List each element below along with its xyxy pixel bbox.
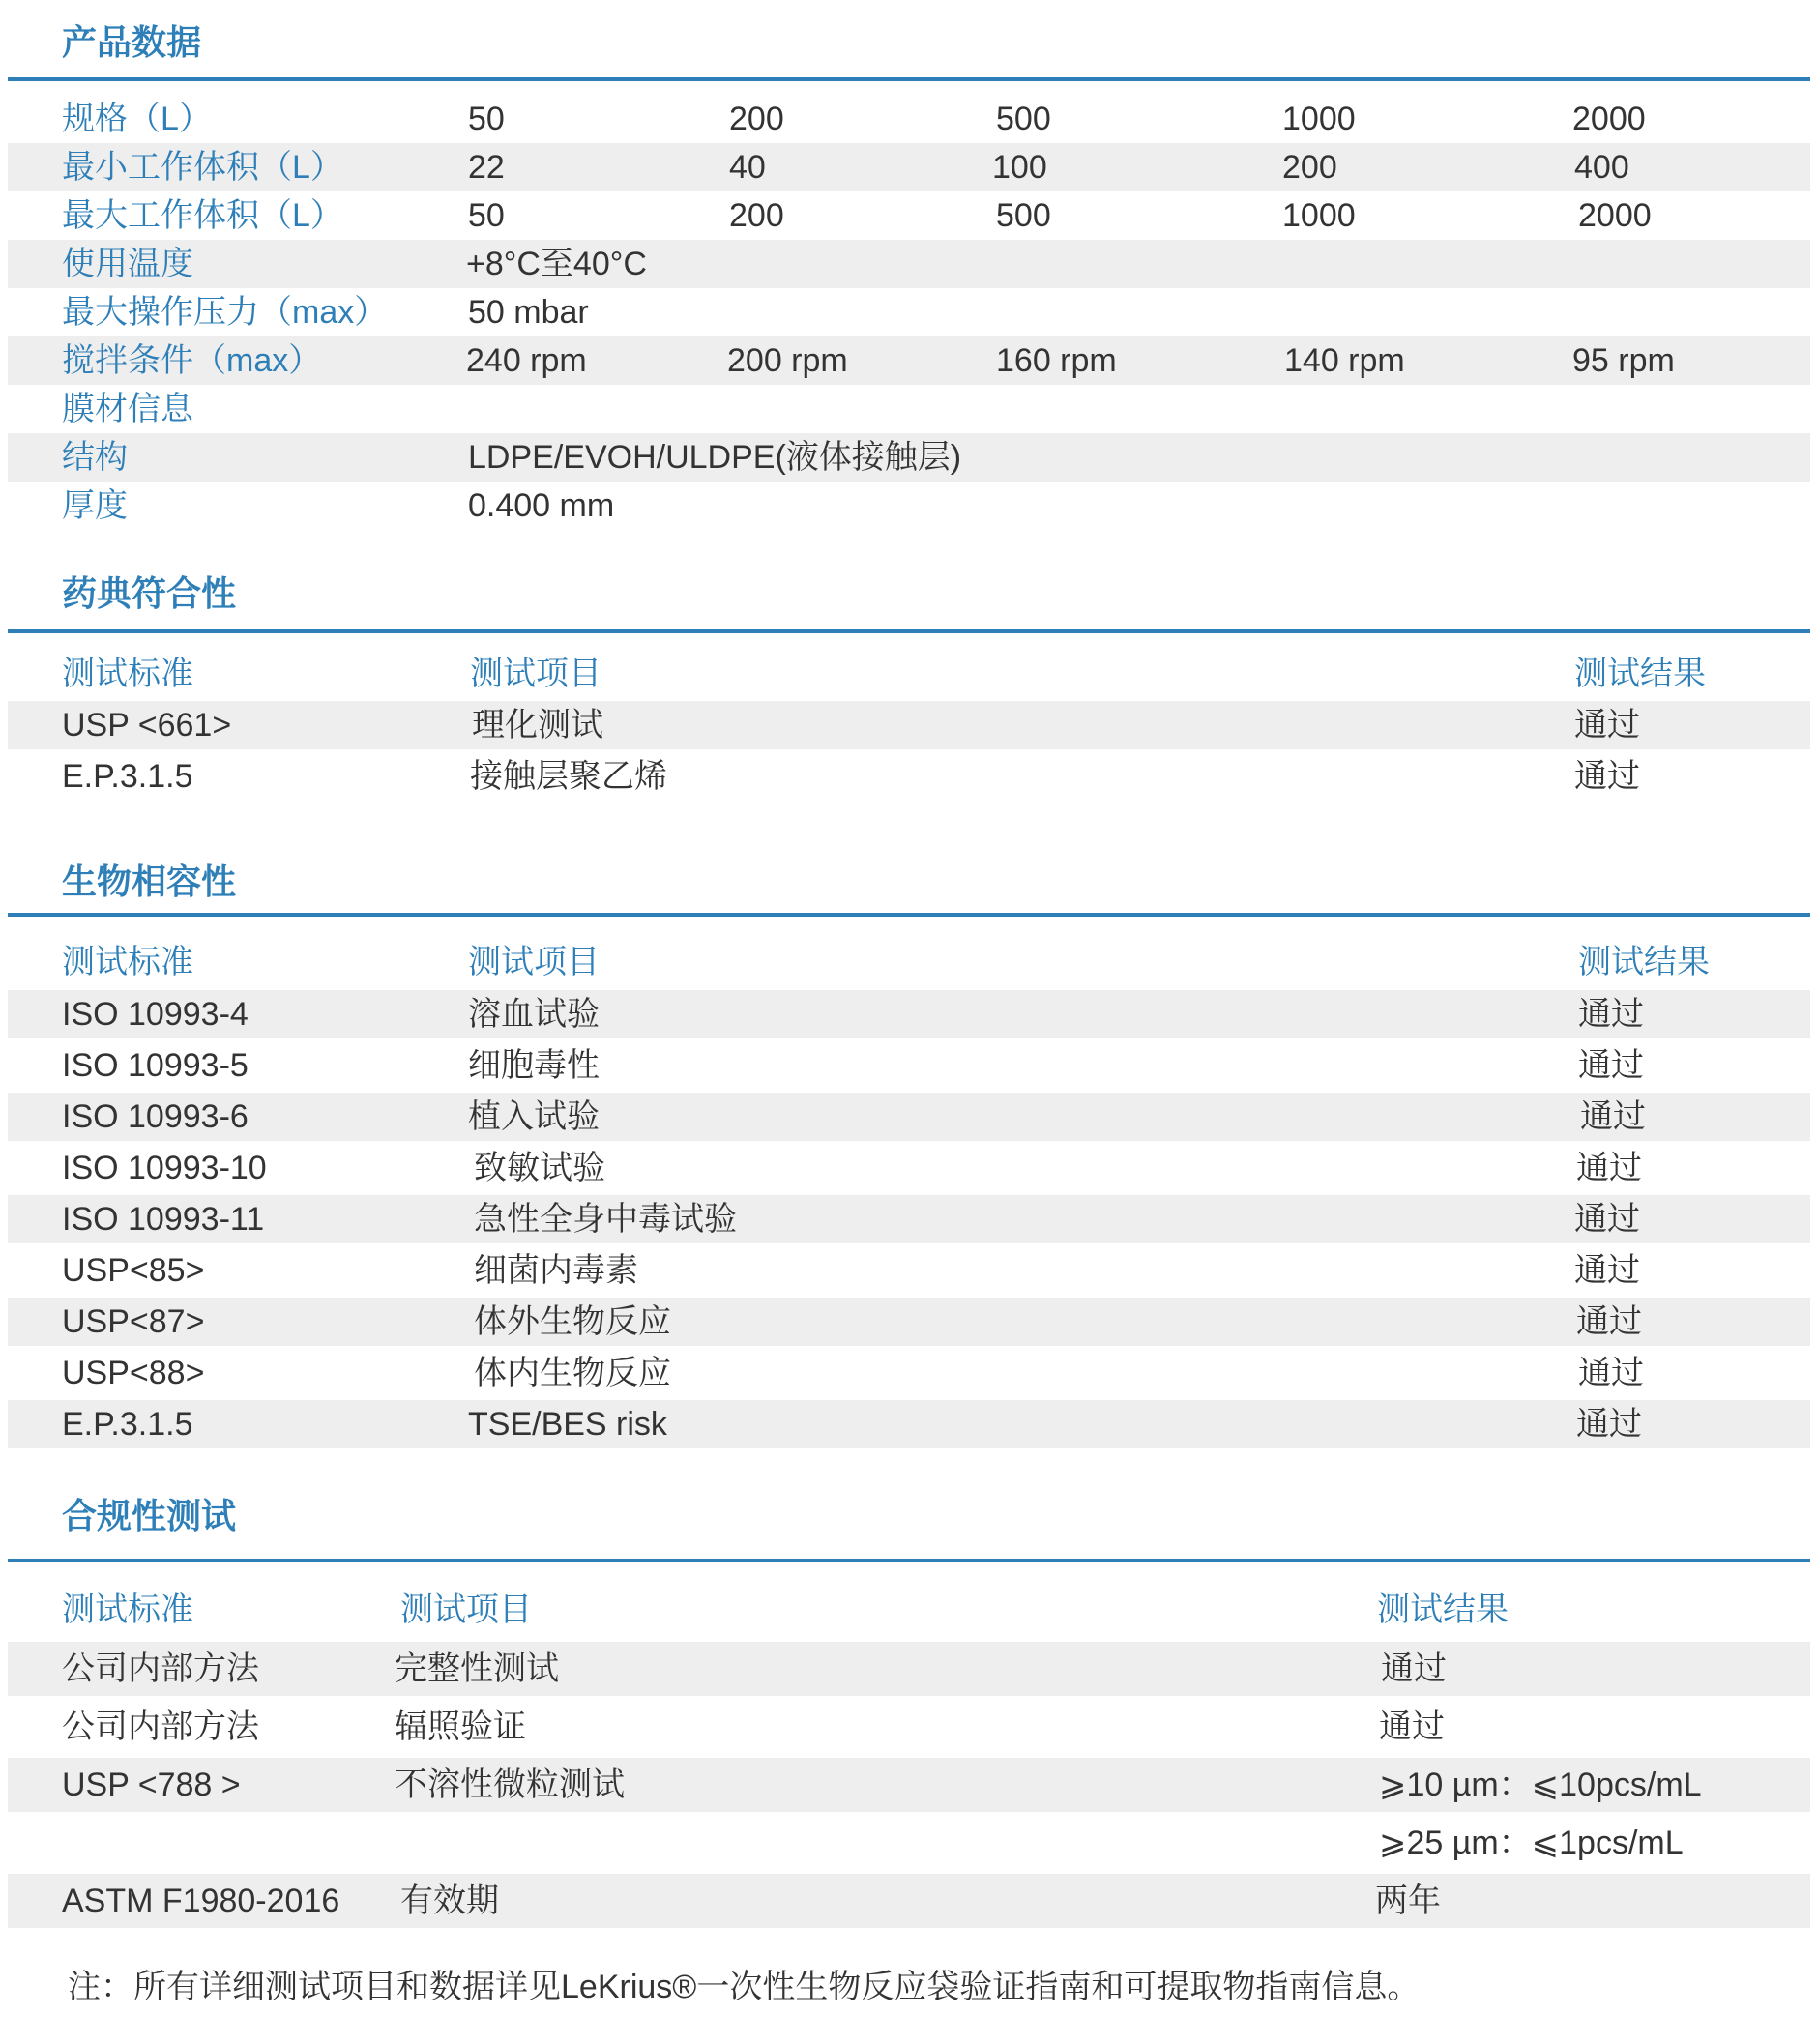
cell-result: 通过 [1576,1150,1642,1186]
cell-value: 500 [996,197,1051,234]
cell-value: 2000 [1572,101,1646,137]
cell-item: 有效期 [400,1883,499,1919]
section-divider [8,1559,1810,1562]
table-row [8,1700,1810,1754]
cell-value: 200 [1282,149,1337,186]
table-row [8,482,1810,530]
table-row [8,1144,1810,1192]
cell-standard: ASTM F1980-2016 [62,1883,340,1919]
cell-value: 400 [1574,149,1629,186]
table-row [8,752,1810,801]
cell-item: 不溶性微粒测试 [395,1767,625,1803]
table-row [8,1816,1810,1870]
table-header-row [8,650,1810,698]
table-row [8,990,1810,1038]
row-label: 规格（L） [62,101,212,137]
section-divider [8,77,1810,81]
table-row [8,288,1810,336]
cell-standard: USP<85> [62,1252,205,1289]
table-row [8,1400,1810,1448]
cell-standard: 公司内部方法 [62,1708,259,1745]
cell-value: 95 rpm [1572,342,1675,379]
cell-value: 1000 [1282,197,1356,234]
footnote: 注：所有详细测试项目和数据详见LeKrius®一次性生物反应袋验证指南和可提取物指南信息。 [68,1969,1421,2005]
cell-value: 0.400 mm [468,487,615,524]
header-standard: 测试标准 [62,1591,193,1628]
table-row [8,433,1810,482]
cell-result: 通过 [1574,707,1640,744]
section-title-compliance: 合规性测试 [62,1496,237,1535]
header-result: 测试结果 [1377,1591,1509,1628]
cell-value: LDPE/EVOH/ULDPE(液体接触层) [468,439,962,476]
header-item: 测试项目 [400,1591,532,1628]
cell-standard: ISO 10993-10 [62,1150,267,1186]
cell-result: 通过 [1576,1303,1642,1340]
cell-standard: ISO 10993-6 [62,1098,249,1135]
row-label: 最大操作压力（max） [62,294,388,331]
table-row [8,1758,1810,1812]
cell-item: 溶血试验 [468,996,600,1033]
cell-value: 40 [729,149,766,186]
section-divider [8,913,1810,917]
cell-value: 100 [992,149,1047,186]
cell-result: 通过 [1574,758,1640,795]
cell-item: 理化测试 [472,707,603,744]
table-row [8,1041,1810,1090]
table-row [8,336,1810,385]
cell-item: TSE/BES risk [468,1406,667,1443]
cell-standard: E.P.3.1.5 [62,1406,193,1443]
table-row [8,1195,1810,1243]
cell-value: 50 mbar [468,294,589,331]
table-row [8,143,1810,191]
row-label: 厚度 [62,487,128,524]
header-result: 测试结果 [1574,656,1706,692]
cell-result: 通过 [1578,1047,1644,1084]
table-row [8,1642,1810,1696]
cell-result: 通过 [1576,1406,1642,1443]
cell-item: 辐照验证 [395,1708,526,1745]
cell-result: 通过 [1381,1650,1447,1687]
row-label: 搅拌条件（max） [62,342,322,379]
cell-standard: USP<88> [62,1355,205,1391]
cell-result: 通过 [1574,1252,1640,1289]
row-label: 使用温度 [62,246,193,282]
cell-standard: E.P.3.1.5 [62,758,193,795]
table-row [8,1093,1810,1141]
cell-value: 200 rpm [727,342,848,379]
table-header-row [8,938,1810,986]
cell-result: 通过 [1578,1355,1644,1391]
cell-value: 50 [468,197,505,234]
header-item: 测试项目 [468,944,600,980]
cell-standard: USP <661> [62,707,232,744]
cell-item: 急性全身中毒试验 [474,1201,737,1238]
table-row [8,95,1810,143]
table-row [8,1298,1810,1346]
table-row [8,1349,1810,1397]
cell-item: 植入试验 [468,1098,600,1135]
cell-value: 50 [468,101,505,137]
cell-standard: USP <788 > [62,1767,241,1803]
cell-item: 细菌内毒素 [474,1252,638,1289]
header-result: 测试结果 [1578,944,1710,980]
table-row [8,701,1810,749]
cell-result: 通过 [1580,1098,1646,1135]
cell-result: 通过 [1379,1708,1445,1745]
table-row [8,191,1810,240]
section-divider [8,629,1810,633]
cell-standard: 公司内部方法 [62,1650,259,1687]
table-row [8,385,1810,433]
cell-result: 两年 [1375,1883,1441,1919]
header-standard: 测试标准 [62,656,193,692]
cell-standard: ISO 10993-4 [62,996,249,1033]
cell-value: 200 [729,197,784,234]
header-item: 测试项目 [470,656,601,692]
row-label: 结构 [62,439,128,476]
cell-item: 细胞毒性 [468,1047,600,1084]
row-label: 膜材信息 [62,391,193,427]
cell-result: ⩾10 µm：⩽10pcs/mL [1379,1767,1702,1803]
cell-result: 通过 [1574,1201,1640,1238]
table-row [8,1246,1810,1295]
table-row [8,1874,1810,1928]
cell-value: 240 rpm [466,342,587,379]
cell-value: 2000 [1578,197,1652,234]
cell-item: 致敏试验 [474,1150,605,1186]
cell-item: 体外生物反应 [474,1303,671,1340]
cell-result: ⩾25 µm：⩽1pcs/mL [1379,1825,1684,1861]
cell-value: 200 [729,101,784,137]
cell-result: 通过 [1578,996,1644,1033]
cell-standard: ISO 10993-11 [62,1201,265,1238]
cell-item: 接触层聚乙烯 [470,758,667,795]
row-label: 最小工作体积（L） [62,149,343,186]
table-header-row [8,1586,1810,1634]
row-label: 最大工作体积（L） [62,197,343,234]
cell-value: +8°C至40°C [466,246,647,282]
section-title-product-data: 产品数据 [62,22,202,62]
cell-standard: USP<87> [62,1303,205,1340]
cell-value: 160 rpm [996,342,1117,379]
cell-item: 完整性测试 [395,1650,559,1687]
cell-value: 500 [996,101,1051,137]
cell-item: 体内生物反应 [474,1355,671,1391]
section-title-biocompatibility: 生物相容性 [62,861,237,901]
section-title-pharmacopeia: 药典符合性 [62,573,237,613]
header-standard: 测试标准 [62,944,193,980]
table-row [8,240,1810,288]
cell-standard: ISO 10993-5 [62,1047,249,1084]
cell-value: 140 rpm [1284,342,1405,379]
cell-value: 22 [468,149,505,186]
cell-value: 1000 [1282,101,1356,137]
